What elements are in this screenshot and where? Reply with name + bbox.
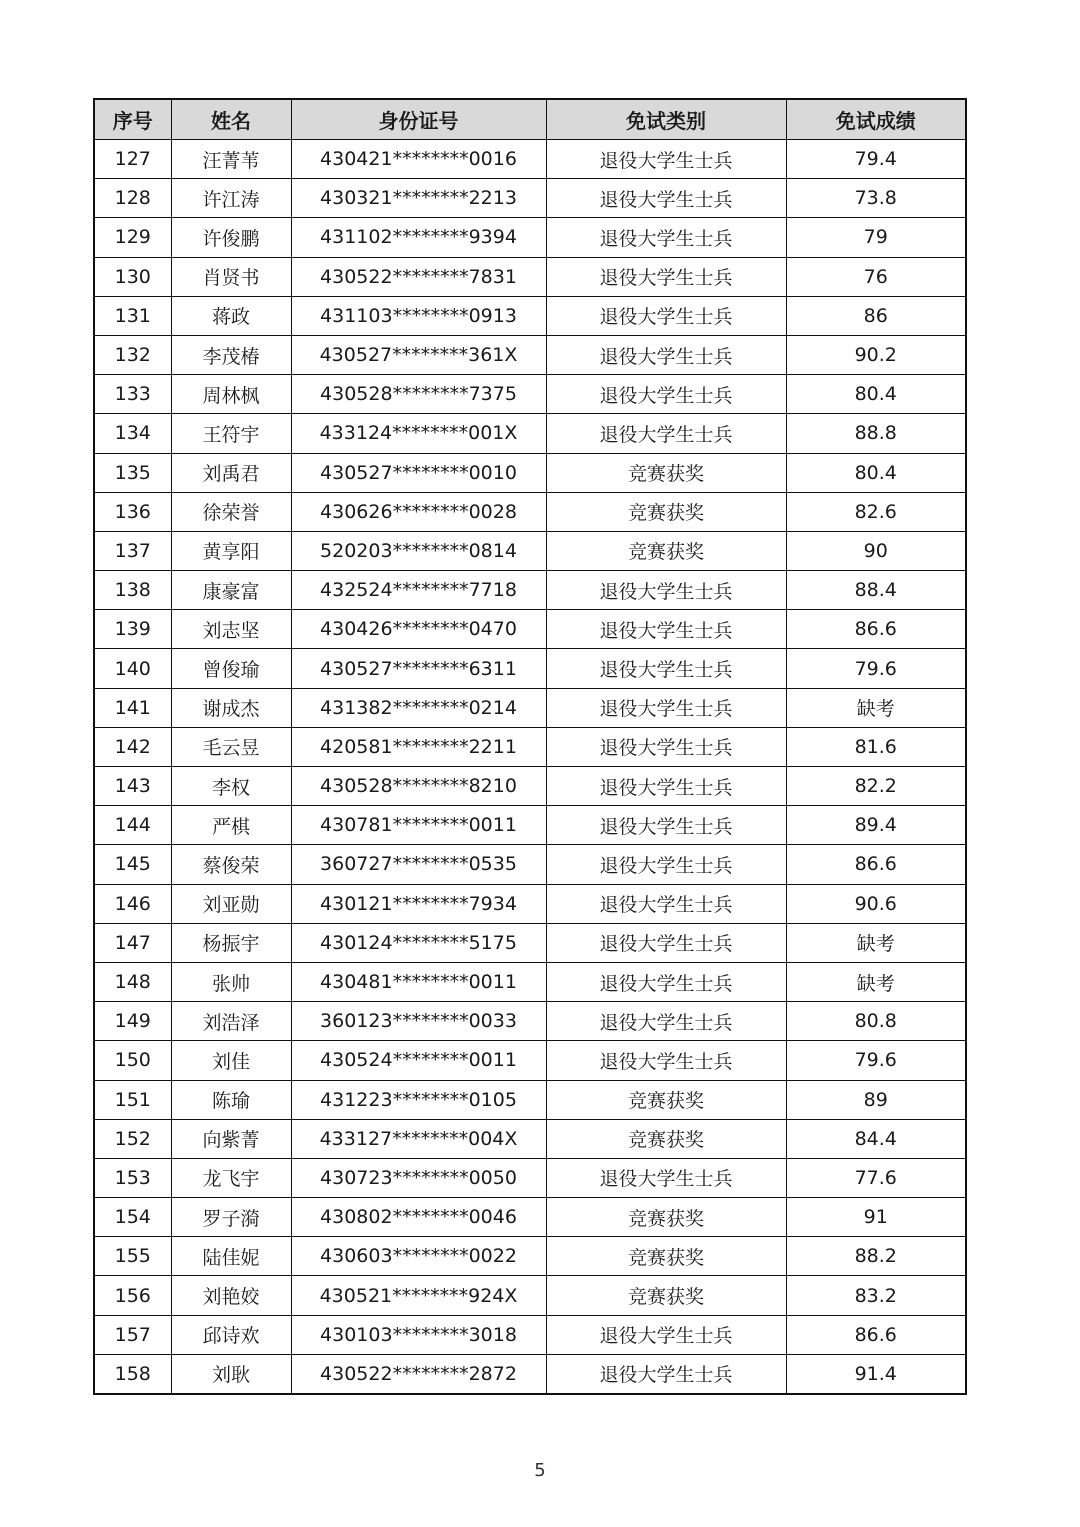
header-index: 序号 <box>94 99 171 140</box>
cell-id-number: 433127********004X <box>291 1119 546 1158</box>
cell-id-number: 430723********0050 <box>291 1158 546 1197</box>
cell-id-number: 430527********6311 <box>291 649 546 688</box>
cell-score: 88.4 <box>786 571 966 610</box>
cell-id-number: 430527********361X <box>291 335 546 374</box>
cell-index: 144 <box>94 806 171 845</box>
cell-score: 79.6 <box>786 649 966 688</box>
cell-index: 158 <box>94 1354 171 1394</box>
cell-name: 蒋政 <box>171 296 291 335</box>
cell-id-number: 360727********0535 <box>291 845 546 884</box>
table-row <box>94 571 966 610</box>
cell-category: 竞赛获奖 <box>546 1119 786 1158</box>
cell-name: 李茂椿 <box>171 335 291 374</box>
table-row <box>94 1276 966 1315</box>
table-row <box>94 453 966 492</box>
cell-index: 151 <box>94 1080 171 1119</box>
table-row <box>94 649 966 688</box>
cell-id-number: 432524********7718 <box>291 571 546 610</box>
table-row <box>94 884 966 923</box>
cell-index: 140 <box>94 649 171 688</box>
cell-score: 缺考 <box>786 923 966 962</box>
cell-category: 退役大学生士兵 <box>546 414 786 453</box>
cell-category: 退役大学生士兵 <box>546 688 786 727</box>
cell-category: 竞赛获奖 <box>546 492 786 531</box>
table-row <box>94 1080 966 1119</box>
cell-index: 135 <box>94 453 171 492</box>
cell-index: 156 <box>94 1276 171 1315</box>
cell-id-number: 520203********0814 <box>291 531 546 570</box>
cell-score: 90.6 <box>786 884 966 923</box>
cell-id-number: 430124********5175 <box>291 923 546 962</box>
cell-category: 退役大学生士兵 <box>546 335 786 374</box>
cell-id-number: 430426********0470 <box>291 610 546 649</box>
cell-score: 86 <box>786 296 966 335</box>
cell-index: 154 <box>94 1198 171 1237</box>
cell-score: 79 <box>786 218 966 257</box>
cell-name: 邱诗欢 <box>171 1315 291 1354</box>
cell-name: 刘志坚 <box>171 610 291 649</box>
cell-category: 退役大学生士兵 <box>546 727 786 766</box>
cell-score: 86.6 <box>786 610 966 649</box>
cell-category: 退役大学生士兵 <box>546 1354 786 1394</box>
table-row <box>94 1354 966 1394</box>
cell-id-number: 430321********2213 <box>291 179 546 218</box>
table-header-row <box>94 99 966 140</box>
cell-id-number: 431103********0913 <box>291 296 546 335</box>
cell-index: 145 <box>94 845 171 884</box>
cell-score: 88.8 <box>786 414 966 453</box>
cell-score: 81.6 <box>786 727 966 766</box>
cell-score: 91.4 <box>786 1354 966 1394</box>
cell-index: 150 <box>94 1041 171 1080</box>
cell-score: 缺考 <box>786 962 966 1001</box>
cell-category: 退役大学生士兵 <box>546 571 786 610</box>
table-row <box>94 218 966 257</box>
table-row <box>94 1198 966 1237</box>
cell-name: 刘艳姣 <box>171 1276 291 1315</box>
cell-score: 79.6 <box>786 1041 966 1080</box>
cell-name: 周林枫 <box>171 375 291 414</box>
table-row <box>94 140 966 179</box>
cell-id-number: 430103********3018 <box>291 1315 546 1354</box>
cell-score: 89.4 <box>786 806 966 845</box>
cell-name: 曾俊瑜 <box>171 649 291 688</box>
cell-category: 退役大学生士兵 <box>546 884 786 923</box>
cell-id-number: 430481********0011 <box>291 962 546 1001</box>
cell-name: 刘亚勋 <box>171 884 291 923</box>
cell-name: 罗子漪 <box>171 1198 291 1237</box>
cell-name: 汪菁苇 <box>171 140 291 179</box>
cell-category: 退役大学生士兵 <box>546 610 786 649</box>
cell-category: 退役大学生士兵 <box>546 296 786 335</box>
cell-index: 146 <box>94 884 171 923</box>
cell-id-number: 430527********0010 <box>291 453 546 492</box>
cell-id-number: 430603********0022 <box>291 1237 546 1276</box>
cell-score: 86.6 <box>786 845 966 884</box>
cell-id-number: 430524********0011 <box>291 1041 546 1080</box>
cell-name: 蔡俊荣 <box>171 845 291 884</box>
header-name: 姓名 <box>171 99 291 140</box>
cell-category: 竞赛获奖 <box>546 531 786 570</box>
cell-id-number: 430121********7934 <box>291 884 546 923</box>
cell-category: 退役大学生士兵 <box>546 375 786 414</box>
cell-category: 竞赛获奖 <box>546 1237 786 1276</box>
cell-id-number: 360123********0033 <box>291 1002 546 1041</box>
cell-index: 147 <box>94 923 171 962</box>
cell-category: 退役大学生士兵 <box>546 1002 786 1041</box>
cell-score: 89 <box>786 1080 966 1119</box>
cell-name: 陈瑜 <box>171 1080 291 1119</box>
cell-category: 退役大学生士兵 <box>546 179 786 218</box>
cell-score: 79.4 <box>786 140 966 179</box>
cell-id-number: 430528********8210 <box>291 767 546 806</box>
cell-name: 向紫菁 <box>171 1119 291 1158</box>
cell-score: 80.4 <box>786 453 966 492</box>
table-row <box>94 296 966 335</box>
cell-category: 退役大学生士兵 <box>546 923 786 962</box>
cell-id-number: 430781********0011 <box>291 806 546 845</box>
cell-index: 128 <box>94 179 171 218</box>
page-number: 5 <box>534 1460 546 1481</box>
cell-id-number: 430522********2872 <box>291 1354 546 1394</box>
cell-score: 缺考 <box>786 688 966 727</box>
cell-score: 76 <box>786 257 966 296</box>
table-row <box>94 962 966 1001</box>
cell-score: 80.4 <box>786 375 966 414</box>
cell-index: 149 <box>94 1002 171 1041</box>
table-row <box>94 727 966 766</box>
cell-category: 竞赛获奖 <box>546 1198 786 1237</box>
cell-name: 刘禹君 <box>171 453 291 492</box>
table-row <box>94 179 966 218</box>
cell-category: 退役大学生士兵 <box>546 218 786 257</box>
cell-index: 143 <box>94 767 171 806</box>
cell-score: 90.2 <box>786 335 966 374</box>
table-row <box>94 375 966 414</box>
cell-index: 131 <box>94 296 171 335</box>
cell-name: 刘佳 <box>171 1041 291 1080</box>
cell-name: 肖贤书 <box>171 257 291 296</box>
cell-score: 80.8 <box>786 1002 966 1041</box>
cell-name: 刘浩泽 <box>171 1002 291 1041</box>
cell-id-number: 431223********0105 <box>291 1080 546 1119</box>
cell-index: 157 <box>94 1315 171 1354</box>
cell-index: 137 <box>94 531 171 570</box>
header-id-number: 身份证号 <box>291 99 546 140</box>
cell-index: 138 <box>94 571 171 610</box>
cell-name: 许俊鹏 <box>171 218 291 257</box>
cell-name: 许江涛 <box>171 179 291 218</box>
table-row <box>94 610 966 649</box>
cell-category: 竞赛获奖 <box>546 1276 786 1315</box>
cell-category: 退役大学生士兵 <box>546 767 786 806</box>
cell-index: 152 <box>94 1119 171 1158</box>
cell-category: 竞赛获奖 <box>546 453 786 492</box>
cell-score: 82.6 <box>786 492 966 531</box>
cell-name: 李权 <box>171 767 291 806</box>
cell-name: 陆佳妮 <box>171 1237 291 1276</box>
cell-index: 155 <box>94 1237 171 1276</box>
cell-index: 127 <box>94 140 171 179</box>
table-row <box>94 1315 966 1354</box>
cell-id-number: 430421********0016 <box>291 140 546 179</box>
table-row <box>94 845 966 884</box>
table-row <box>94 688 966 727</box>
cell-score: 86.6 <box>786 1315 966 1354</box>
header-category: 免试类别 <box>546 99 786 140</box>
cell-index: 129 <box>94 218 171 257</box>
table-row <box>94 335 966 374</box>
cell-name: 毛云昱 <box>171 727 291 766</box>
cell-category: 退役大学生士兵 <box>546 140 786 179</box>
cell-name: 徐荣誉 <box>171 492 291 531</box>
cell-id-number: 430528********7375 <box>291 375 546 414</box>
cell-name: 严棋 <box>171 806 291 845</box>
cell-score: 82.2 <box>786 767 966 806</box>
cell-index: 141 <box>94 688 171 727</box>
cell-category: 竞赛获奖 <box>546 1080 786 1119</box>
cell-id-number: 431382********0214 <box>291 688 546 727</box>
table-row <box>94 806 966 845</box>
cell-score: 83.2 <box>786 1276 966 1315</box>
cell-index: 142 <box>94 727 171 766</box>
cell-category: 退役大学生士兵 <box>546 1315 786 1354</box>
cell-category: 退役大学生士兵 <box>546 962 786 1001</box>
table-row <box>94 1158 966 1197</box>
table-row <box>94 767 966 806</box>
cell-index: 136 <box>94 492 171 531</box>
table-row <box>94 1041 966 1080</box>
cell-index: 134 <box>94 414 171 453</box>
cell-id-number: 431102********9394 <box>291 218 546 257</box>
cell-category: 退役大学生士兵 <box>546 1041 786 1080</box>
cell-score: 91 <box>786 1198 966 1237</box>
table-row <box>94 414 966 453</box>
cell-category: 退役大学生士兵 <box>546 649 786 688</box>
exemption-score-table <box>93 98 967 1395</box>
table-row <box>94 923 966 962</box>
table-row <box>94 257 966 296</box>
cell-score: 90 <box>786 531 966 570</box>
cell-index: 133 <box>94 375 171 414</box>
cell-name: 谢成杰 <box>171 688 291 727</box>
cell-category: 退役大学生士兵 <box>546 806 786 845</box>
cell-name: 刘耿 <box>171 1354 291 1394</box>
cell-id-number: 430521********924X <box>291 1276 546 1315</box>
cell-name: 康豪富 <box>171 571 291 610</box>
cell-name: 黄享阳 <box>171 531 291 570</box>
cell-score: 84.4 <box>786 1119 966 1158</box>
table-row <box>94 1002 966 1041</box>
cell-name: 杨振宇 <box>171 923 291 962</box>
header-score: 免试成绩 <box>786 99 966 140</box>
cell-index: 153 <box>94 1158 171 1197</box>
cell-score: 73.8 <box>786 179 966 218</box>
table-row <box>94 1119 966 1158</box>
cell-index: 130 <box>94 257 171 296</box>
table-row <box>94 492 966 531</box>
cell-id-number: 433124********001X <box>291 414 546 453</box>
cell-name: 王符宇 <box>171 414 291 453</box>
cell-id-number: 430522********7831 <box>291 257 546 296</box>
cell-category: 退役大学生士兵 <box>546 845 786 884</box>
cell-score: 88.2 <box>786 1237 966 1276</box>
cell-id-number: 430802********0046 <box>291 1198 546 1237</box>
cell-index: 139 <box>94 610 171 649</box>
cell-id-number: 420581********2211 <box>291 727 546 766</box>
cell-name: 龙飞宇 <box>171 1158 291 1197</box>
cell-category: 退役大学生士兵 <box>546 1158 786 1197</box>
table-body <box>94 140 966 1395</box>
table-row <box>94 531 966 570</box>
table-row <box>94 1237 966 1276</box>
cell-index: 148 <box>94 962 171 1001</box>
cell-index: 132 <box>94 335 171 374</box>
cell-id-number: 430626********0028 <box>291 492 546 531</box>
cell-category: 退役大学生士兵 <box>546 257 786 296</box>
cell-score: 77.6 <box>786 1158 966 1197</box>
cell-name: 张帅 <box>171 962 291 1001</box>
